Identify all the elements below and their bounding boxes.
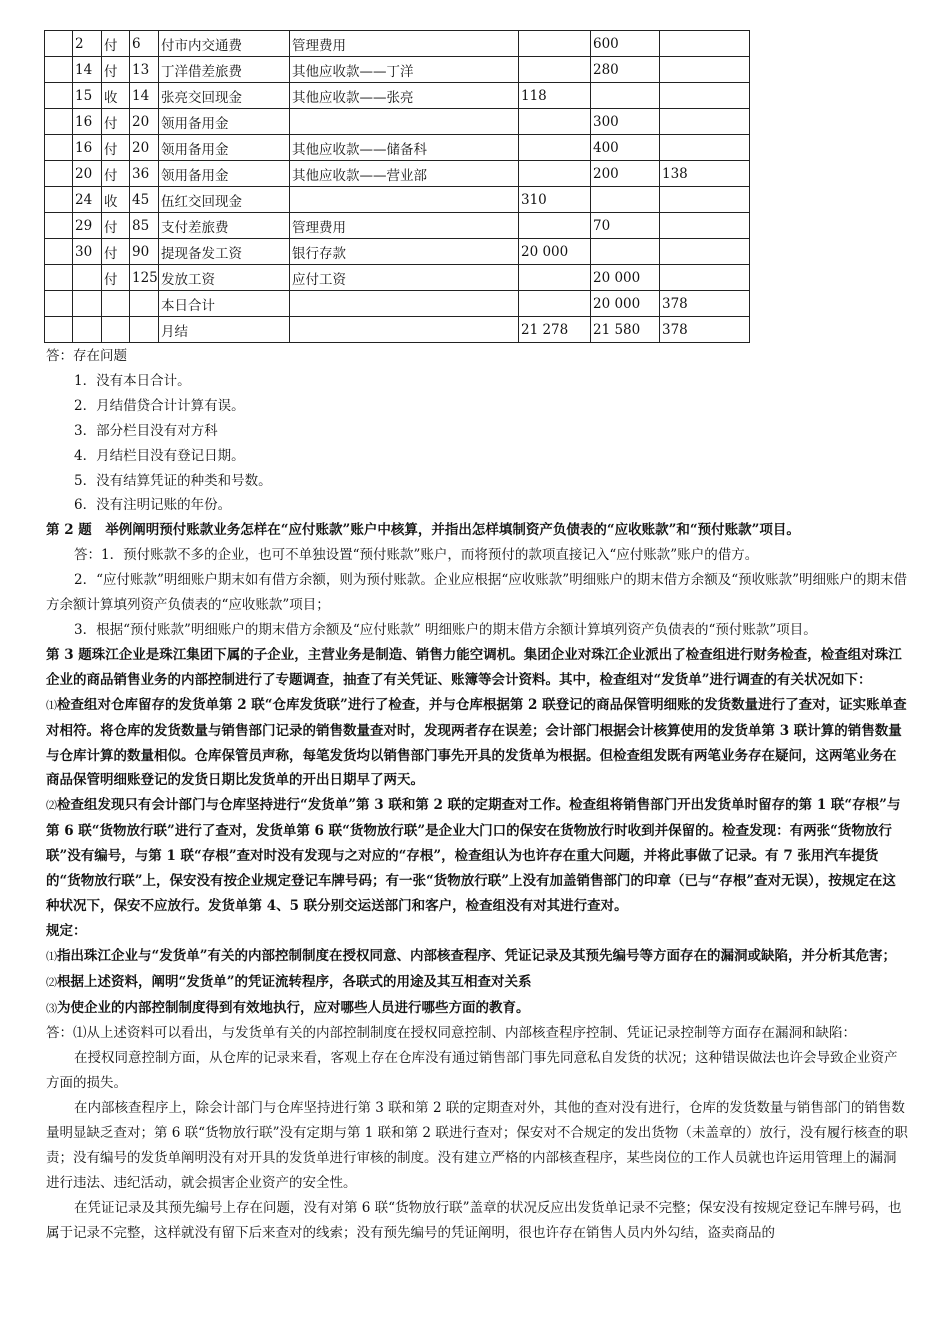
- ledger-cell: 其他应收款——张亮: [290, 83, 519, 109]
- ledger-cell: [591, 239, 660, 265]
- ledger-cell: 丁洋借差旅费: [159, 57, 290, 83]
- ledger-cell: 70: [591, 213, 660, 239]
- ledger-cell: [45, 187, 73, 213]
- question-text: 举例阐明预付账款业务怎样在“应付账款”账户中核算，并指出怎样填制资产负债表的“应收账款”和“预付账款”项目。: [105, 522, 800, 539]
- ledger-cell: 280: [591, 57, 660, 83]
- ledger-cell: [519, 291, 591, 317]
- ledger-row: [45, 161, 750, 187]
- ledger-row: [45, 83, 750, 109]
- question-label: 第 3 题: [46, 646, 92, 663]
- answer-prefix: 答：: [46, 1025, 73, 1042]
- ledger-cell: 其他应收款——储备科: [290, 135, 519, 161]
- ledger-cell: [45, 291, 73, 317]
- ledger-cell: [660, 265, 750, 291]
- ledger-cell: 银行存款: [290, 239, 519, 265]
- ledger-cell: 领用备用金: [159, 135, 290, 161]
- ledger-cell: [290, 291, 519, 317]
- ledger-cell: [73, 317, 102, 343]
- ledger-cell: 本日合计: [159, 291, 290, 317]
- ledger-cell: [519, 109, 591, 135]
- q3-answer-records: 在凭证记录及其预先编号上存在问题，没有对第 6 联“货物放行联”盖章的状况反应出发货单记录不完整；保安没有按规定登记车牌号码，也属于记录不完整，这样就没有留下后来查对的线索；没有预先编号的凭证阐明，很也许存在销售人员内外勾结，盗卖商品的: [46, 1199, 902, 1241]
- ledger-cell: 16: [73, 109, 102, 135]
- question-2: [46, 518, 908, 543]
- ledger-cell: [45, 31, 73, 57]
- ledger-cell: [660, 135, 750, 161]
- ledger-cell: 付: [102, 57, 130, 83]
- requirement-text: 指出珠江企业与“发货单”有关的内部控制制度在授权同意、内部核查程序、凭证记录及其预先编号等方面存在的漏洞或缺陷，并分析其危害；: [57, 947, 897, 964]
- ledger-cell: 20: [130, 109, 159, 135]
- item-marker: ⑴: [46, 698, 57, 712]
- ledger-cell: 13: [130, 57, 159, 83]
- q2-answer-1: 答：1．预付账款不多的企业，也可不单独设置“预付账款”账户，而将预付的款项直接记入“应付账款”账户的借方。: [74, 547, 759, 564]
- question-label: 第 2 题: [46, 522, 92, 539]
- ledger-cell: 收: [102, 83, 130, 109]
- ledger-cell: 付: [102, 135, 130, 161]
- ledger-cell: 20: [73, 161, 102, 187]
- answer-item: 3．部分栏目没有对方科: [74, 422, 218, 439]
- answer-item: 1．没有本日合计。: [74, 372, 191, 389]
- ledger-cell: 125: [130, 265, 159, 291]
- ledger-row: [45, 239, 750, 265]
- ledger-row: [45, 135, 750, 161]
- ledger-cell: [130, 291, 159, 317]
- requirement-2: [46, 970, 908, 996]
- ledger-cell: 付: [102, 161, 130, 187]
- ledger-cell: [660, 31, 750, 57]
- ledger-row: [45, 187, 750, 213]
- ledger-row: [45, 57, 750, 83]
- ledger-cell: [290, 317, 519, 343]
- answer-item: 6．没有注明记账的年份。: [74, 497, 232, 514]
- case-item-2: [46, 793, 908, 919]
- ledger-cell: 付: [102, 109, 130, 135]
- case-text: 检查组发现只有会计部门与仓库坚持进行“发货单”第 3 联和第 2 联的定期查对工作。检查组将销售部门开出发货单时留存的第 1 联“存根”与第 6 联“货物放行联”进行了查对，发货单第 6 联“货物放行联”是企业大门口的保安在货物放行时收到并保留的。检查发现：有两张“货物放行联”没有编号，与第 1 联“存根”查对时没有发现与之对应的“存根”，检查组认为也许存在重大问题，并将此事做了记录。有 7 张用汽车提货的“货物放行联”上，保安没有按企业规定登记车牌号码；有一张“货物放行联”上没有加盖销售部门的印章（已与“存根”查对无误），按规定在这种状况下，保安不应放行。发货单第 4、5 联分别交运送部门和客户，检查组没有对其进行查对。: [46, 797, 901, 914]
- ledger-cell: 管理费用: [290, 213, 519, 239]
- ledger-cell: 领用备用金: [159, 161, 290, 187]
- requirements-heading: 规定：: [46, 922, 87, 939]
- ledger-cell: [45, 213, 73, 239]
- question-intro: 珠江企业是珠江集团下属的子企业，主营业务是制造、销售力能空调机。集团企业对珠江企业派出了检查组进行财务检查，检查组对珠江企业的商品销售业务的内部控制进行了专题调查，抽查了有关凭证、账簿等会计资料。其中，检查组对“发货单”进行调查的有关状况如下：: [46, 646, 902, 688]
- ledger-cell: [45, 239, 73, 265]
- answer-text: 从上述资料可以看出，与发货单有关的内部控制制度在授权同意控制、内部核查程序控制、凭证记录控制等方面存在漏洞和缺陷：: [86, 1025, 856, 1042]
- ledger-cell: 600: [591, 31, 660, 57]
- ledger-cell: 138: [660, 161, 750, 187]
- ledger-cell: [290, 109, 519, 135]
- ledger-cell: 118: [519, 83, 591, 109]
- ledger-cell: [45, 317, 73, 343]
- item-marker: ⑴: [46, 949, 57, 963]
- ledger-cell: 90: [130, 239, 159, 265]
- ledger-cell: 提现备发工资: [159, 239, 290, 265]
- ledger-cell: [102, 291, 130, 317]
- ledger-cell: 领用备用金: [159, 109, 290, 135]
- ledger-cell: [45, 83, 73, 109]
- ledger-cell: 月结: [159, 317, 290, 343]
- q3-answer-head: [46, 1021, 908, 1046]
- ledger-cell: [519, 57, 591, 83]
- ledger-cell: 21 278: [519, 317, 591, 343]
- ledger-cell: 付: [102, 239, 130, 265]
- item-marker: ⑵: [46, 975, 57, 989]
- requirement-text: 为使企业的内部控制制度得到有效地执行，应对哪些人员进行哪些方面的教育。: [57, 999, 530, 1016]
- ledger-cell: [45, 57, 73, 83]
- ledger-cell: 支付差旅费: [159, 213, 290, 239]
- ledger-cell: 21 580: [591, 317, 660, 343]
- ledger-cell: 20 000: [591, 291, 660, 317]
- answer-item: 4．月结栏目没有登记日期。: [74, 447, 245, 464]
- q3-answer-internal-check: 在内部核查程序上，除会计部门与仓库坚持进行第 3 联和第 2 联的定期查对外，其他的查对没有进行，仓库的发货数量与销售部门的销售数量明显缺乏查对；第 6 联“货物放行联”没有定期与第 1 联和第 2 联进行查对；保安对不合规定的发出货物（未盖章的）放行，没有履行核查的职责；没有编号的发货单阐明没有对开具的发货单进行审核的制度。没有建立严格的内部核查程序，某些岗位的工作人员就也许运用管理上的漏洞进行违法、违纪活动，就会损害企业资产的安全性。: [46, 1100, 908, 1191]
- requirement-text: 根据上述资料，阐明“发货单”的凭证流转程序，各联式的用途及其互相查对关系: [57, 973, 532, 990]
- item-marker: ⑵: [46, 799, 57, 813]
- ledger-cell: 85: [130, 213, 159, 239]
- ledger-cell: 16: [73, 135, 102, 161]
- ledger-cell: 45: [130, 187, 159, 213]
- ledger-cell: [660, 83, 750, 109]
- item-marker: ⑶: [46, 1001, 57, 1015]
- ledger-row: [45, 265, 750, 291]
- ledger-cell: [45, 161, 73, 187]
- ledger-cell: 378: [660, 291, 750, 317]
- ledger-cell: [519, 161, 591, 187]
- ledger-cell: 378: [660, 317, 750, 343]
- ledger-cell: [73, 265, 102, 291]
- ledger-cell: [102, 317, 130, 343]
- ledger-cell: [660, 239, 750, 265]
- ledger-cell: 应付工资: [290, 265, 519, 291]
- answer-item: 5．没有结算凭证的种类和号数。: [74, 472, 272, 489]
- case-item-1: [46, 693, 908, 794]
- ledger-cell: [45, 265, 73, 291]
- ledger-cell: 400: [591, 135, 660, 161]
- ledger-row: [45, 31, 750, 57]
- item-marker: ⑴: [73, 1025, 87, 1042]
- ledger-cell: 36: [130, 161, 159, 187]
- ledger-cell: [660, 213, 750, 239]
- ledger-cell: [519, 265, 591, 291]
- ledger-cell: 300: [591, 109, 660, 135]
- ledger-cell: [290, 187, 519, 213]
- ledger-cell: 付: [102, 213, 130, 239]
- ledger-cell: 30: [73, 239, 102, 265]
- ledger-row: [45, 291, 750, 317]
- ledger-cell: 6: [130, 31, 159, 57]
- ledger-row: [45, 109, 750, 135]
- ledger-cell: [660, 109, 750, 135]
- ledger-cell: [591, 83, 660, 109]
- ledger-cell: 管理费用: [290, 31, 519, 57]
- requirement-1: [46, 944, 908, 970]
- answer-heading: 答：存在问题: [46, 348, 127, 364]
- ledger-cell: 其他应收款——营业部: [290, 161, 519, 187]
- ledger-cell: [45, 109, 73, 135]
- document-body: [46, 344, 908, 1246]
- ledger-cell: [73, 291, 102, 317]
- ledger-cell: 付: [102, 31, 130, 57]
- ledger-cell: 张亮交回现金: [159, 83, 290, 109]
- ledger-cell: 24: [73, 187, 102, 213]
- ledger-cell: 20: [130, 135, 159, 161]
- ledger-cell: [591, 187, 660, 213]
- ledger-cell: 发放工资: [159, 265, 290, 291]
- ledger-row: [45, 317, 750, 343]
- requirement-3: [46, 996, 908, 1022]
- answer-item: 2．月结借贷合计计算有误。: [74, 397, 245, 414]
- ledger-cell: 14: [130, 83, 159, 109]
- ledger-cell: [519, 135, 591, 161]
- ledger-cell: 付: [102, 265, 130, 291]
- ledger-cell: [45, 135, 73, 161]
- q2-answer-3: 3．根据“预付账款”明细账户的期末借方余额及“应付账款” 明细账户的期末借方余额计算填列资产负债表的“预付账款”项目。: [74, 621, 817, 638]
- ledger-cell: [519, 213, 591, 239]
- ledger-row: [45, 213, 750, 239]
- ledger-cell: 伍红交回现金: [159, 187, 290, 213]
- ledger-cell: [519, 31, 591, 57]
- ledger-cell: 200: [591, 161, 660, 187]
- ledger-cell: 20 000: [591, 265, 660, 291]
- ledger-table: [44, 30, 750, 343]
- ledger-cell: [130, 317, 159, 343]
- ledger-cell: 其他应收款——丁洋: [290, 57, 519, 83]
- ledger-cell: 付市内交通费: [159, 31, 290, 57]
- ledger-cell: 20 000: [519, 239, 591, 265]
- q2-answer-2: 2．“应付账款”明细账户期末如有借方余额，则为预付账款。企业应根据“应收账款”明细账户的期末借方余额及“预收账款”明细账户的期末借方余额计算填列资产负债表的“应收账款”项目；: [46, 572, 907, 614]
- ledger-cell: 14: [73, 57, 102, 83]
- ledger-cell: [660, 187, 750, 213]
- ledger-cell: 29: [73, 213, 102, 239]
- q3-answer-authorization: 在授权同意控制方面，从仓库的记录来看，客观上存在仓库没有通过销售部门事先同意私自发货的状况；这种错误做法也许会导致企业资产方面的损失。: [46, 1050, 898, 1092]
- question-3: [46, 643, 908, 693]
- ledger-cell: [660, 57, 750, 83]
- ledger-cell: 收: [102, 187, 130, 213]
- ledger-cell: 15: [73, 83, 102, 109]
- ledger-cell: 310: [519, 187, 591, 213]
- case-text: 检查组对仓库留存的发货单第 2 联“仓库发货联”进行了检查，并与仓库根据第 2 联登记的商品保管明细账的发货数量进行了查对，证实账单查对相符。将仓库的发货数量与销售部门记录的销售数量查对时，发现两者存在误差；会计部门根据会计核算使用的发货单第 3 联计算的销售数量与仓库计算的数量相似。仓库保管员声称，每笔发货均以销售部门事先开具的发货单为根据。但检查组发既有两笔业务存在疑问，这两笔业务在商品保管明细账登记的发货日期比发货单的开出日期早了两天。: [46, 696, 907, 789]
- ledger-cell: 2: [73, 31, 102, 57]
